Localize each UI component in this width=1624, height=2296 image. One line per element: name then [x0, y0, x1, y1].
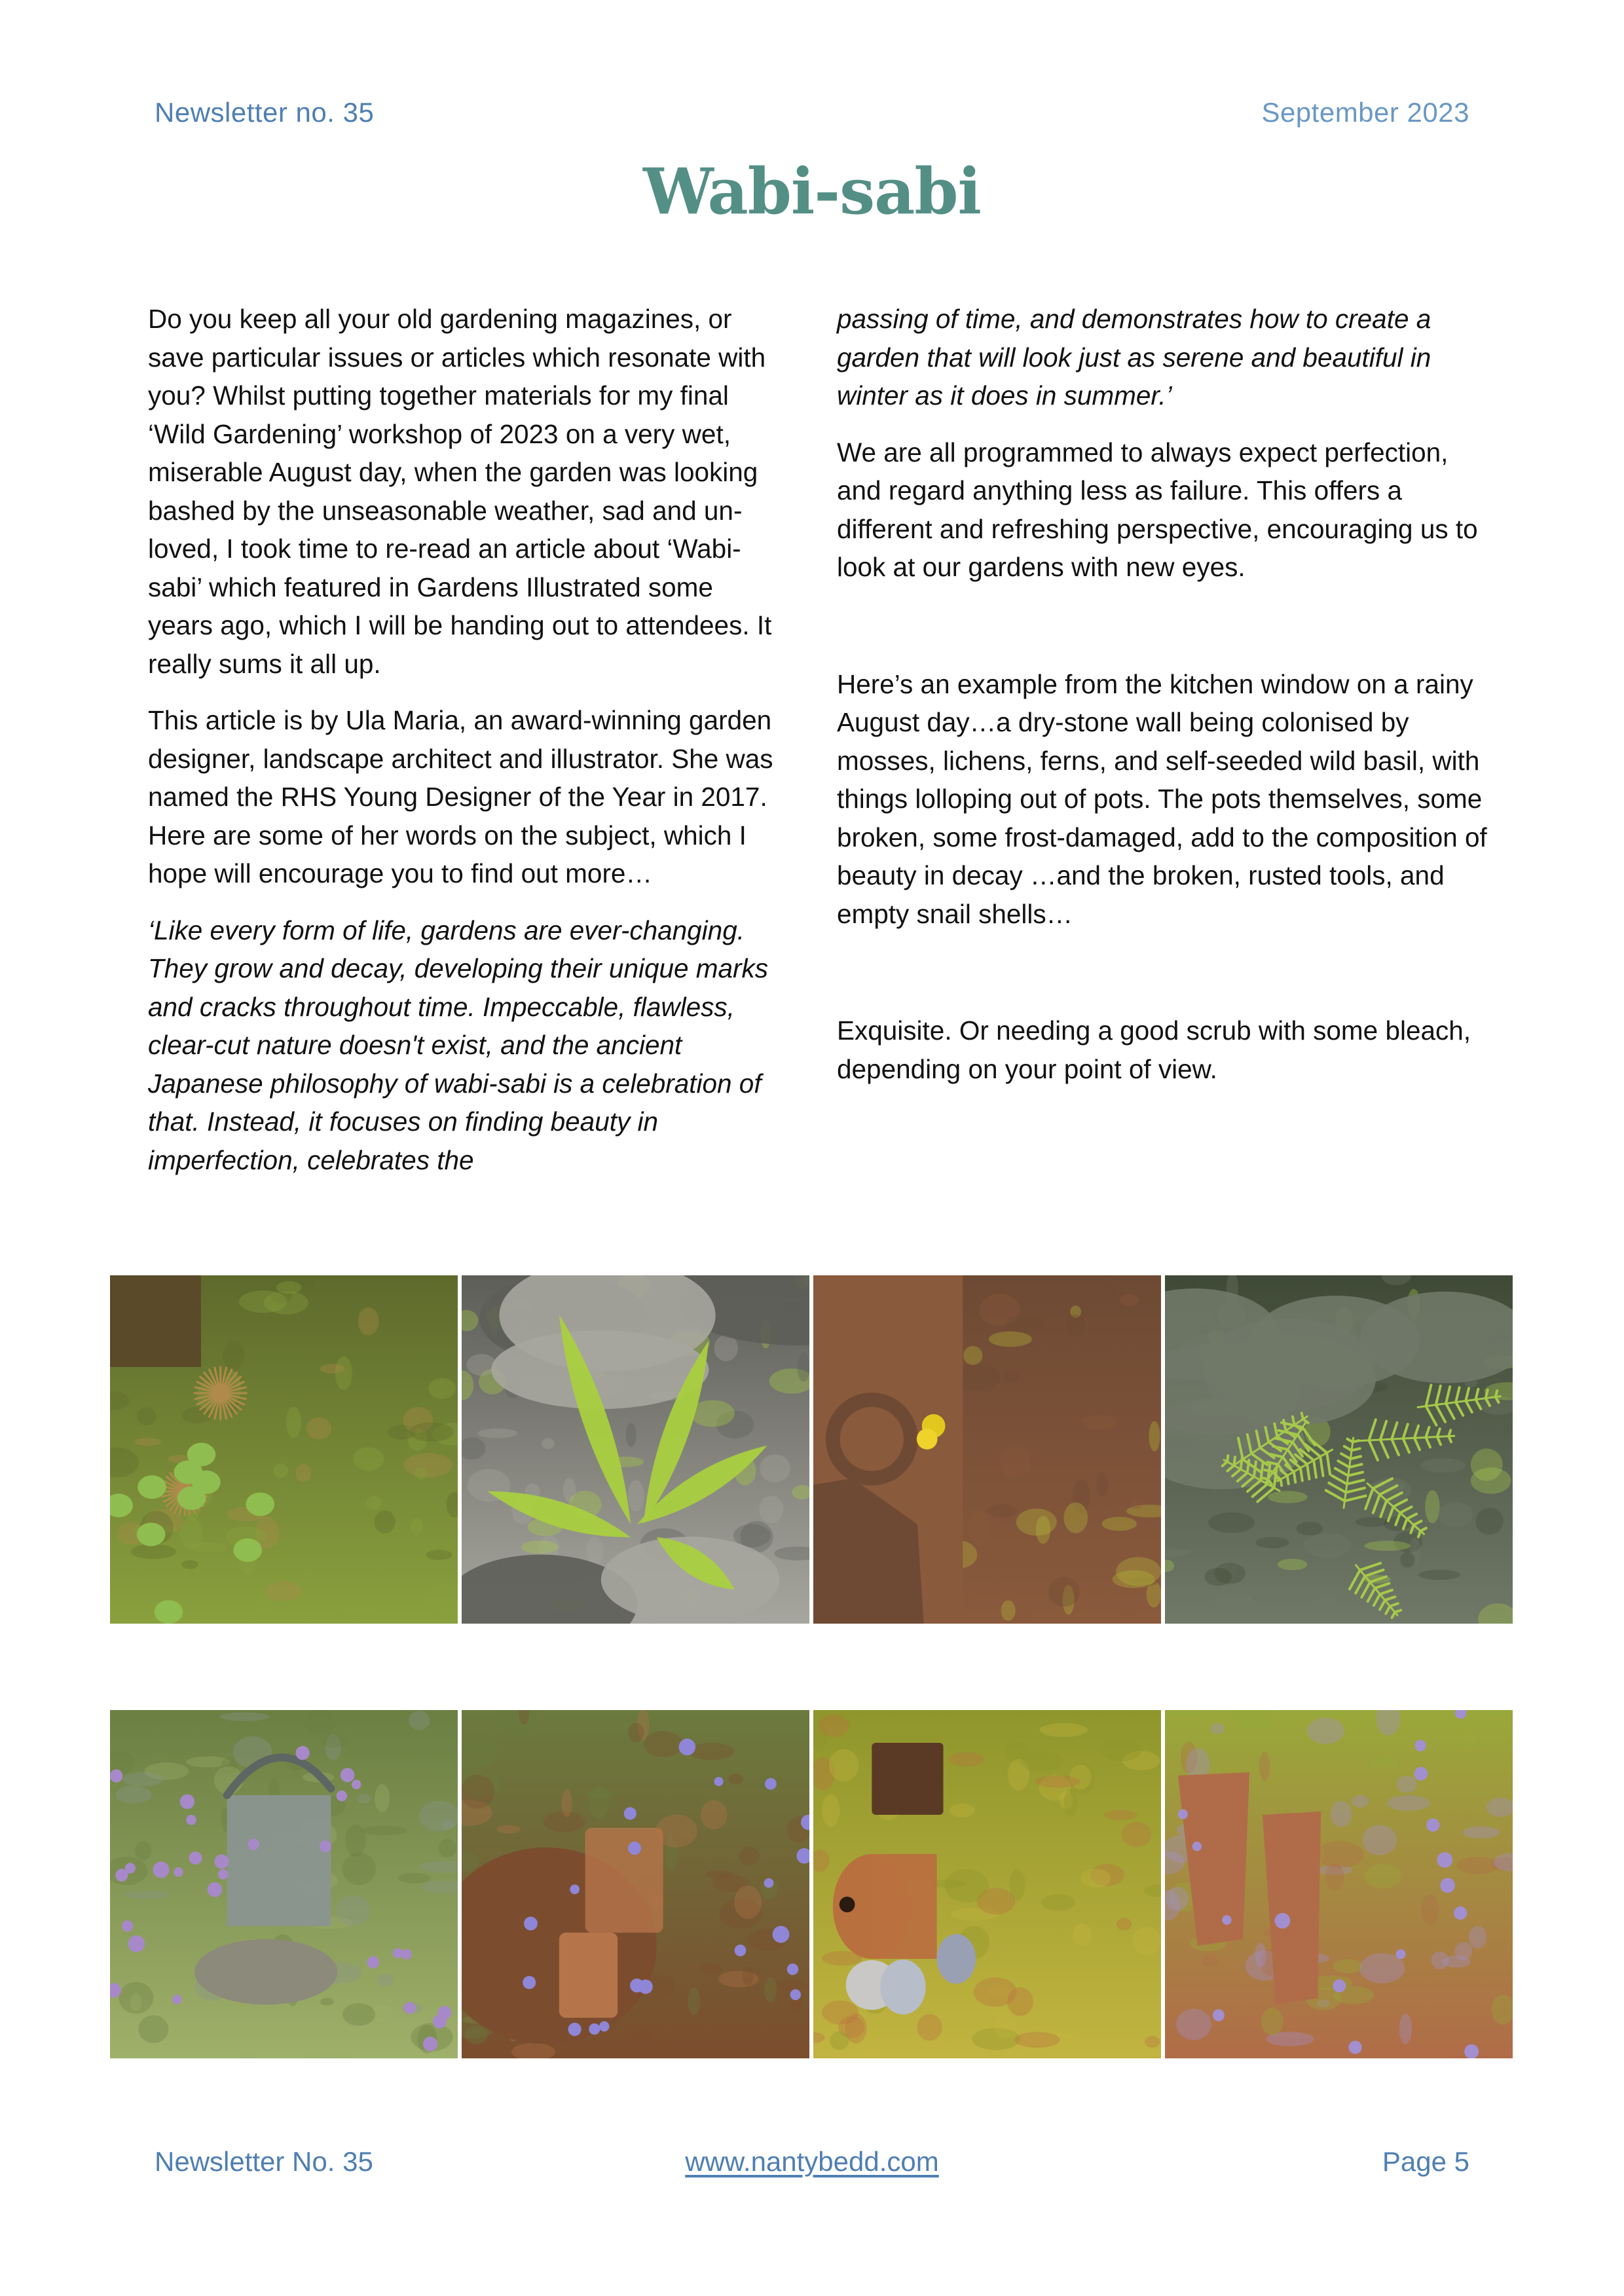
- photo-pots-flowers: [462, 1710, 809, 2058]
- quote-paragraph-end: passing of time, and demonstrates how to create a garden that will look just as serene and beautiful in winter as it does in summer.’: [837, 304, 1431, 410]
- page-title: Wabi-sabi: [643, 155, 981, 228]
- header-newsletter-number: Newsletter no. 35: [155, 97, 375, 128]
- photo-image: [813, 1275, 1161, 1624]
- photo-watering-can: [110, 1710, 458, 2058]
- photo-ferns-wall: [1165, 1275, 1513, 1624]
- quote-paragraph-start: ‘Like every form of life, gardens are ever-changing. They grow and decay, developing their unique marks and cracks throughout time. Impeccable, flawless, clear-cut nature doesn't exist, and the ancient Japanese philosophy of wabi-sabi is a celebration of that. Instead, it focuses on finding beauty in imperfection, celebrates the: [148, 915, 769, 1175]
- header-date: September 2023: [1261, 97, 1469, 128]
- photo-image: [813, 1710, 1161, 2058]
- photo-moss-seedheads: [110, 1275, 458, 1624]
- photo-row-bottom: [110, 1710, 1513, 2058]
- footer-newsletter-number: Newsletter No. 35: [155, 2146, 373, 2177]
- photo-image: [462, 1275, 809, 1624]
- photo-image: [110, 1710, 458, 2058]
- footer-page-number: Page 5: [1382, 2146, 1469, 2177]
- example-paragraph: Here’s an example from the kitchen window on a rainy August day…a dry-stone wall being colonised by mosses, lichens, ferns, and self-seeded wild basil, with things lolloping out of pots. The pots themselves, some broken, some frost-damaged, add to the composition of beauty in decay …and the broken, rusted tools, and empty snail shells…: [837, 668, 1487, 929]
- photo-harts-tongue-fern: [462, 1275, 809, 1624]
- photo-image: [1165, 1275, 1513, 1624]
- photo-upturned-pots: [1165, 1710, 1513, 2058]
- intro-paragraph: Do you keep all your old gardening magazines, or save particular issues or articles which resonate with you? Whilst putting together materials for my final ‘Wild Gardening’ workshop of 2023 on a very wet, miserable August day, when the garden was looking bashed by the unseasonable weather, sad and un-loved, I took time to re-read an article about ‘Wabi-sabi’ which featured in Gardens Illustrated some years ago, which I will be handing out to attendees. It really sums it all up.: [148, 304, 772, 679]
- closing-paragraph: Exquisite. Or needing a good scrub with some bleach, depending on your point of view.: [837, 1015, 1471, 1084]
- footer-website: [0, 2146, 1624, 2178]
- right-column: [837, 300, 1492, 1106]
- perspective-paragraph: We are all programmed to always expect perfection, and regard anything less as failure. This offers a different and refreshing perspective, encouraging us to look at our gardens with new eyes.: [837, 437, 1478, 582]
- photo-row-top: [110, 1275, 1513, 1624]
- photo-image: [110, 1275, 458, 1624]
- left-column: [148, 300, 780, 1197]
- photo-snail-shells: [813, 1710, 1161, 2058]
- photo-rusted-tools: [813, 1275, 1161, 1624]
- website-link[interactable]: www.nantybedd.com: [685, 2146, 939, 2177]
- photo-image: [1165, 1710, 1513, 2058]
- author-paragraph: This article is by Ula Maria, an award-winning garden designer, landscape architect and illustrator. She was named the RHS Young Designer of the Year in 2017. Here are some of her words on the subject, which I hope will encourage you to find out more…: [148, 705, 773, 888]
- photo-image: [462, 1710, 809, 2058]
